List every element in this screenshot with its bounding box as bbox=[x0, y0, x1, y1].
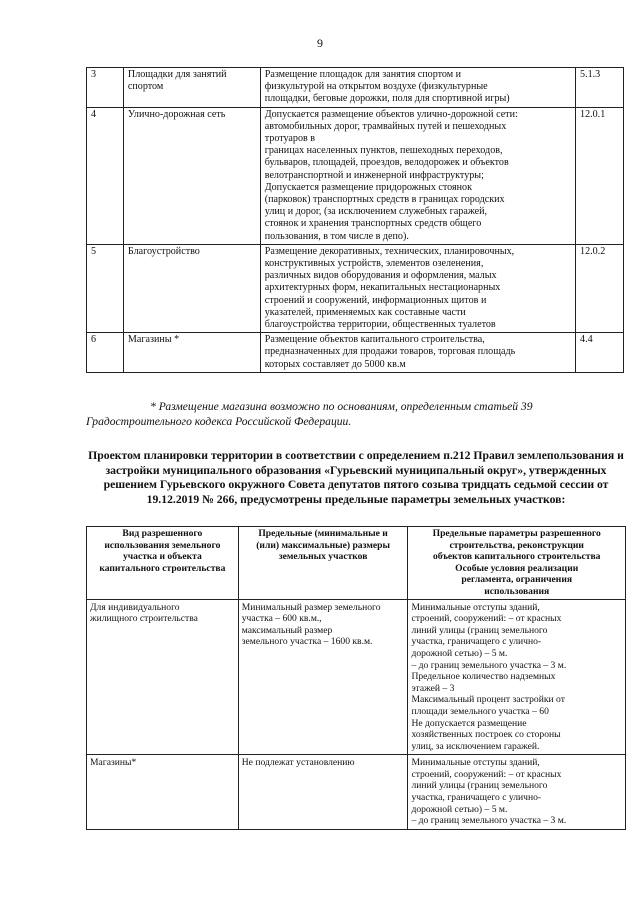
use-name: Магазины * bbox=[123, 333, 260, 373]
row-number: 3 bbox=[87, 68, 124, 108]
use-name: Благоустройство bbox=[123, 244, 260, 332]
table-row bbox=[87, 599, 626, 755]
row-number: 4 bbox=[87, 107, 124, 244]
table-header-row bbox=[87, 527, 626, 600]
use-name: Улично-дорожная сеть bbox=[123, 107, 260, 244]
footnote-line-2: Градостроительного кодекса Российской Федерации. bbox=[86, 414, 352, 428]
parameters-table bbox=[86, 526, 626, 830]
construction-parameters: Минимальные отступы зданий, строений, сооружений: – от красных линий улицы (границ земельного участка, граничащего с улично- дорожной сетью) – 5 м. – до границ земельного участка – 3 м. bbox=[408, 755, 626, 830]
table-row bbox=[87, 107, 624, 244]
page-number: 9 bbox=[317, 36, 323, 50]
plot-size-limits: Не подлежат установлению bbox=[238, 755, 408, 830]
table-row bbox=[87, 333, 624, 373]
footnote bbox=[86, 400, 626, 429]
use-name: Площадки для занятий спортом bbox=[123, 68, 260, 108]
use-description: Размещение площадок для занятия спортом и физкультурой на открытом воздухе (физкультурные площадки, беговые дорожки, поля для спортивной игры) bbox=[260, 68, 575, 108]
construction-parameters: Минимальные отступы зданий, строений, сооружений: – от красных линий улицы (границ земельного участка, граничащего с улично- дорожной сетью) – 5 м. – до границ земельного участка – 3 м. Предельное количество надземных этажей – 3 Максимальный процент застройки от площади земельного участка – 60 Не допускается размещение хозяйственных построек со стороны улиц, за исключением гаражей. bbox=[408, 599, 626, 755]
use-description: Допускается размещение объектов улично-дорожной сети: автомобильных дорог, трамвайных путей и пешеходных тротуаров в границах населенных пунктов, пешеходных переходов, бульваров, площадей, проездов, велодорожек и объектов велотранспортной и инженерной инфраструктуры; Допускается размещение придорожных стоянок (парковок) транспортных средств в границах городских улиц и дорог, (за исключением служебных гаражей, стоянок и хранения транспортных средств общего пользования, в том числе в депо). bbox=[260, 107, 575, 244]
use-code: 12.0.1 bbox=[576, 107, 624, 244]
use-code: 12.0.2 bbox=[576, 244, 624, 332]
column-header-size: Предельные (минимальные и (или) максимальные) размеры земельных участков bbox=[238, 527, 408, 600]
table-row bbox=[87, 68, 624, 108]
use-code: 4.4 bbox=[576, 333, 624, 373]
use-code: 5.1.3 bbox=[576, 68, 624, 108]
row-number: 5 bbox=[87, 244, 124, 332]
use-description: Размещение декоративных, технических, планировочных, конструктивных устройств, элементов озеленения, различных видов оборудования и оформления, малых архитектурных форм, некапитальных нестационарных строений и сооружений, информационных щитов и указателей, применяемых как составные части благоустройства территории, общественных туалетов bbox=[260, 244, 575, 332]
footnote-line-1: * Размещение магазина возможно по основаниям, определенным статьей 39 bbox=[150, 400, 533, 413]
table-row bbox=[87, 755, 626, 830]
land-use-table bbox=[86, 67, 624, 373]
row-number: 6 bbox=[87, 333, 124, 373]
column-header-params: Предельные параметры разрешенного строительства, реконструкции объектов капитального строительства Особые условия реализации регламента, ограничения использования bbox=[408, 527, 626, 600]
section-heading: Проектом планировки территории в соответствии с определением п.212 Правил землепользования и застройки муниципального образования «Гурьевский муниципальный округ», утвержденных решением Гурьевского окружного Совета депутатов пятого созыва тридцать седьмой сессии от 19.12.2019 № 266, предусмотрены предельные параметры земельных участков: bbox=[88, 449, 624, 506]
permitted-use: Для индивидуального жилищного строительства bbox=[87, 599, 239, 755]
use-description: Размещение объектов капитального строительства, предназначенных для продажи товаров, торговая площадь которых составляет до 5000 кв.м bbox=[260, 333, 575, 373]
plot-size-limits: Минимальный размер земельного участка – 600 кв.м., максимальный размер земельного участка – 1600 кв.м. bbox=[238, 599, 408, 755]
table-row bbox=[87, 244, 624, 332]
permitted-use: Магазины* bbox=[87, 755, 239, 830]
column-header-use: Вид разрешенного использования земельного участка и объекта капитального строительства bbox=[87, 527, 239, 600]
